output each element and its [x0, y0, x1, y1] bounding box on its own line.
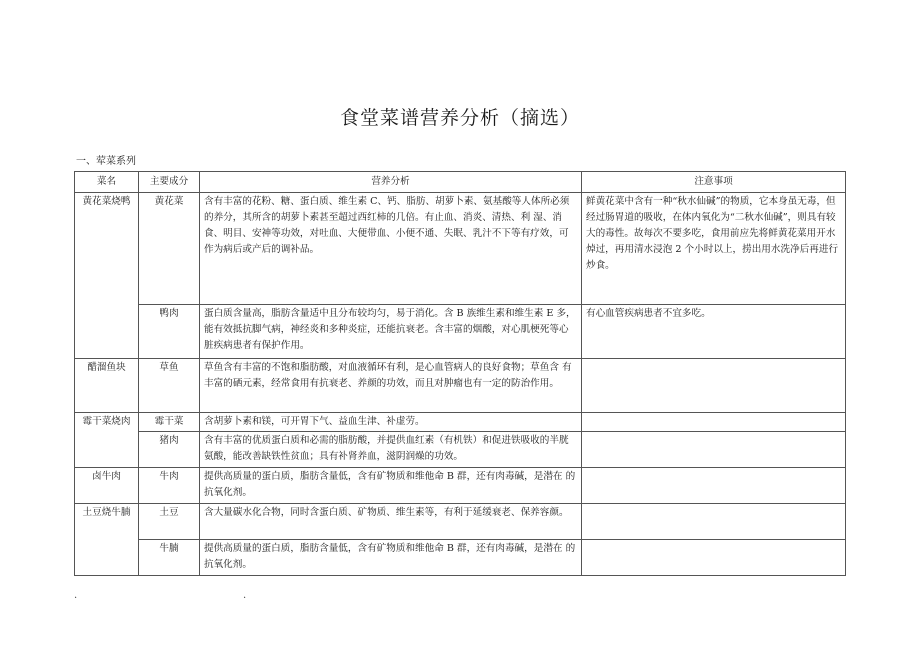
- ingredient-cell: 土豆: [139, 504, 200, 540]
- nutrition-table: [74, 171, 846, 576]
- notes-cell: [582, 468, 846, 504]
- notes-cell: [582, 504, 846, 540]
- dish-name: 黄花菜烧鸭: [75, 193, 139, 359]
- table-row: [75, 504, 846, 540]
- footer-mark: .: [74, 590, 78, 601]
- nutrition-cell: 蛋白质含量高，脂肪含量适中且分布较均匀，易于消化。含 B 族维生素和维生素 E 多，能有效抵抗脚气病，神经炎和多种炎症，还能抗衰老。含丰富的烟酸，对心肌梗死等心脏疾病患者有保护作用。: [200, 305, 582, 359]
- dish-name: 卤牛肉: [75, 468, 139, 504]
- ingredient-cell: 猪肉: [139, 432, 200, 468]
- footer-mark: .: [243, 590, 247, 601]
- ingredient-cell: 黄花菜: [139, 193, 200, 305]
- dish-name: 醋溜鱼块: [75, 359, 139, 413]
- nutrition-cell: 草鱼含有丰富的不饱和脂肪酸，对血液循环有利，是心血管病人的良好食物；草鱼含 有丰富的硒元素，经常食用有抗衰老、养颜的功效，而且对肿瘤也有一定的防治作用。: [200, 359, 582, 413]
- dish-name: 霉干菜烧肉: [75, 413, 139, 468]
- table-row: [75, 193, 846, 305]
- table-row: [75, 305, 846, 359]
- table-row: [75, 432, 846, 468]
- notes-cell: 鲜黄花菜中含有一种“秋水仙碱”的物质，它本身虽无毒，但经过肠胃道的吸收，在体内氧化为“二秋水仙碱”，则具有较大的毒性。故每次不要多吃，食用前应先将鲜黄花菜用开水焯过，再用清水浸泡 2 个小时以上，捞出用水洗净后再进行炒食。: [582, 193, 846, 305]
- ingredient-cell: 牛肉: [139, 468, 200, 504]
- notes-cell: [582, 413, 846, 432]
- notes-cell: [582, 540, 846, 576]
- notes-cell: [582, 359, 846, 413]
- header-ingredient: 主要成分: [139, 172, 200, 193]
- ingredient-cell: 草鱼: [139, 359, 200, 413]
- header-dish: 菜名: [75, 172, 139, 193]
- notes-cell: [582, 432, 846, 468]
- nutrition-cell: 含大量碳水化合物，同时含蛋白质、矿物质、维生素等，有利于延缓衰老、保养容颜。: [200, 504, 582, 540]
- dish-name: 土豆烧牛腩: [75, 504, 139, 576]
- table-row: [75, 540, 846, 576]
- nutrition-cell: 提供高质量的蛋白质，脂肪含量低，含有矿物质和维他命 B 群，还有肉毒碱，是潜在 的抗氧化剂。: [200, 468, 582, 504]
- table-row: [75, 413, 846, 432]
- nutrition-cell: 提供高质量的蛋白质，脂肪含量低，含有矿物质和维他命 B 群，还有肉毒碱，是潜在 的抗氧化剂。: [200, 540, 582, 576]
- notes-cell: 有心血管疾病患者不宜多吃。: [582, 305, 846, 359]
- nutrition-cell: 含胡萝卜素和镁，可开胃下气、益血生津、补虚劳。: [200, 413, 582, 432]
- nutrition-cell: 含有丰富的优质蛋白质和必需的脂肪酸，并提供血红素（有机铁）和促进铁吸收的半胱氨酸，能改善缺铁性贫血；具有补肾养血，滋阴润燥的功效。: [200, 432, 582, 468]
- ingredient-cell: 鸭肉: [139, 305, 200, 359]
- table-row: [75, 359, 846, 413]
- header-notes: 注意事项: [582, 172, 846, 193]
- header-nutrition: 营养分析: [200, 172, 582, 193]
- nutrition-cell: 含有丰富的花粉、糖、蛋白质、维生素 C、钙、脂肪、胡萝卜素、氨基酸等人体所必须的养分，其所含的胡萝卜素甚至超过西红柿的几倍。有止血、消炎、清热、利 湿、消食、明目、安神等功效，对吐血、大便带血、小便不通、失眠、乳汁不下等有疗效，可作为病后或产后的调补品。: [200, 193, 582, 305]
- table-header-row: [75, 172, 846, 193]
- ingredient-cell: 霉干菜: [139, 413, 200, 432]
- table-row: [75, 468, 846, 504]
- page-title: 食堂菜谱营养分析（摘选）: [339, 107, 580, 129]
- ingredient-cell: 牛腩: [139, 540, 200, 576]
- section-heading: 一、荤菜系列: [76, 156, 136, 167]
